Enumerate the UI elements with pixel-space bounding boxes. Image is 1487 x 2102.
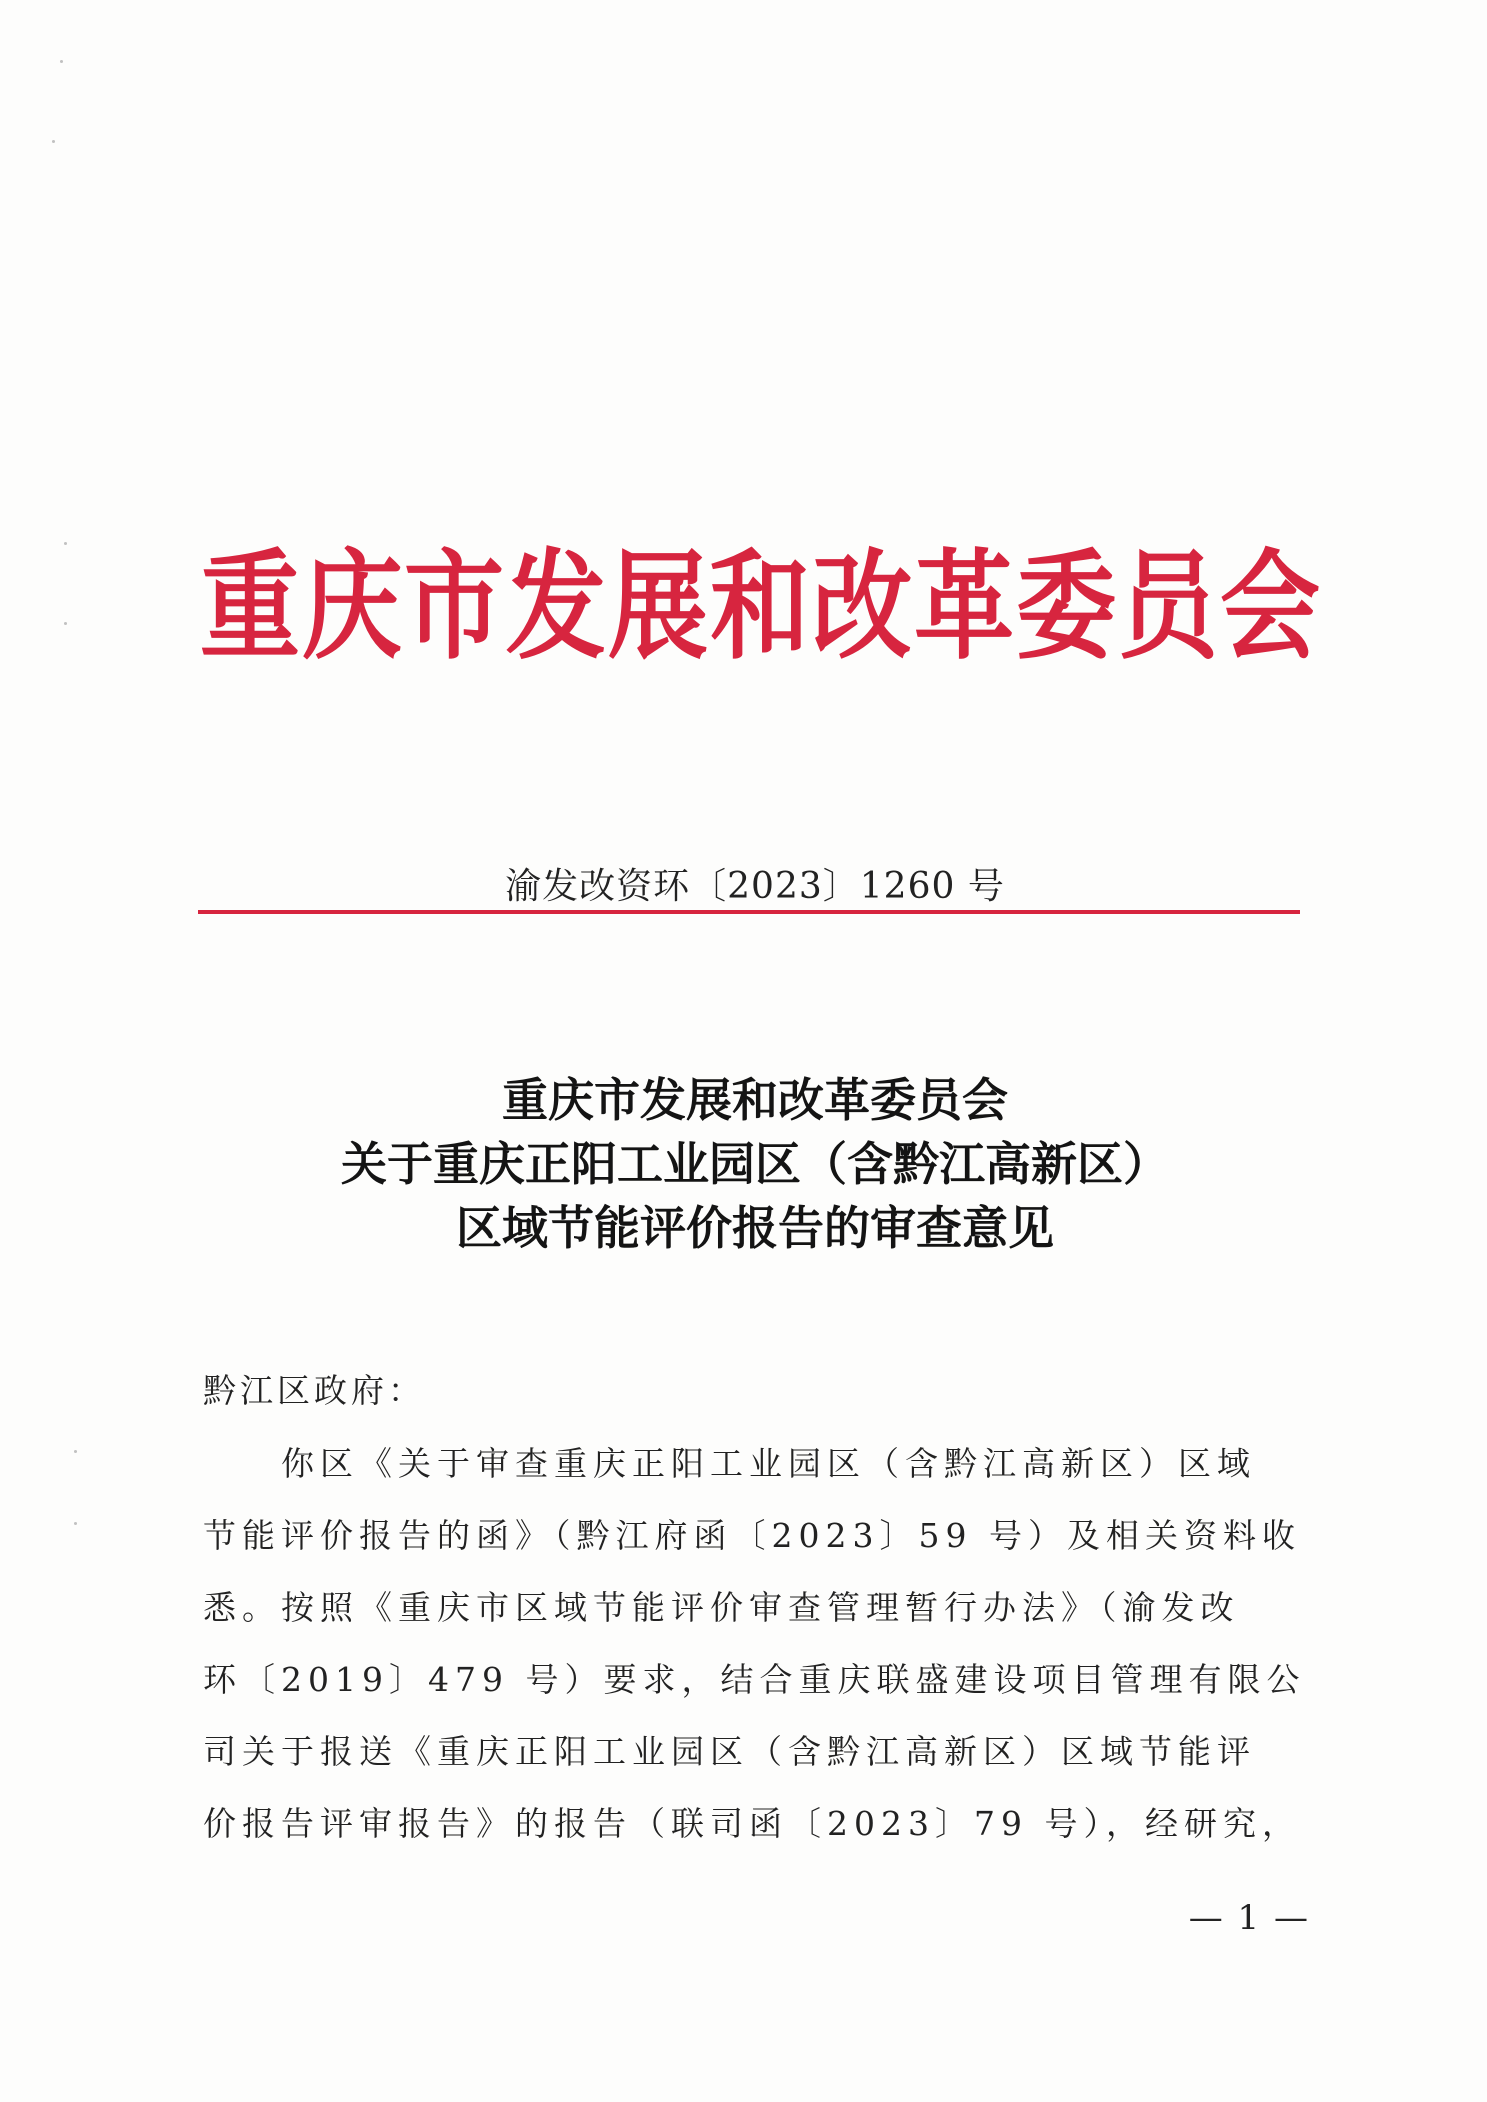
body-line: 节能评价报告的函》（黔江府函〔2023〕59 号）及相关资料收 [203, 1516, 1301, 1555]
scan-speck [60, 60, 63, 63]
page-number: — 1 — [1188, 1898, 1310, 1938]
body-line: 环〔2019〕479 号）要求，结合重庆联盛建设项目管理有限公 [203, 1660, 1306, 1699]
letterhead-red-rule [198, 910, 1300, 914]
recipient-salutation: 黔江区政府： [203, 1371, 425, 1410]
scan-speck [74, 1522, 77, 1525]
body-line: 价报告评审报告》的报告（联司函〔2023〕79 号），经研究， [203, 1804, 1301, 1843]
document-title [200, 1068, 1310, 1260]
body-line: 司关于报送《重庆正阳工业园区（含黔江高新区）区域节能评 [203, 1732, 1256, 1771]
scan-speck [52, 140, 55, 143]
body-line: 你区《关于审查重庆正阳工业园区（含黔江高新区）区域 [281, 1444, 1256, 1483]
title-line-2: 关于重庆正阳工业园区（含黔江高新区） [341, 1137, 1169, 1191]
body-line: 悉。按照《重庆市区域节能评价审查管理暂行办法》（渝发改 [203, 1588, 1240, 1627]
issuer-letterhead: 重庆市发展和改革委员会 [200, 537, 1322, 677]
title-line-1: 重庆市发展和改革委员会 [502, 1073, 1008, 1127]
scan-speck [74, 1450, 77, 1453]
title-line-3: 区域节能评价报告的审查意见 [456, 1201, 1054, 1255]
scan-speck [64, 622, 67, 625]
body-paragraph [203, 1428, 1306, 1860]
scan-speck [64, 542, 67, 545]
document-number: 渝发改资环〔2023〕1260 号 [505, 866, 1005, 907]
